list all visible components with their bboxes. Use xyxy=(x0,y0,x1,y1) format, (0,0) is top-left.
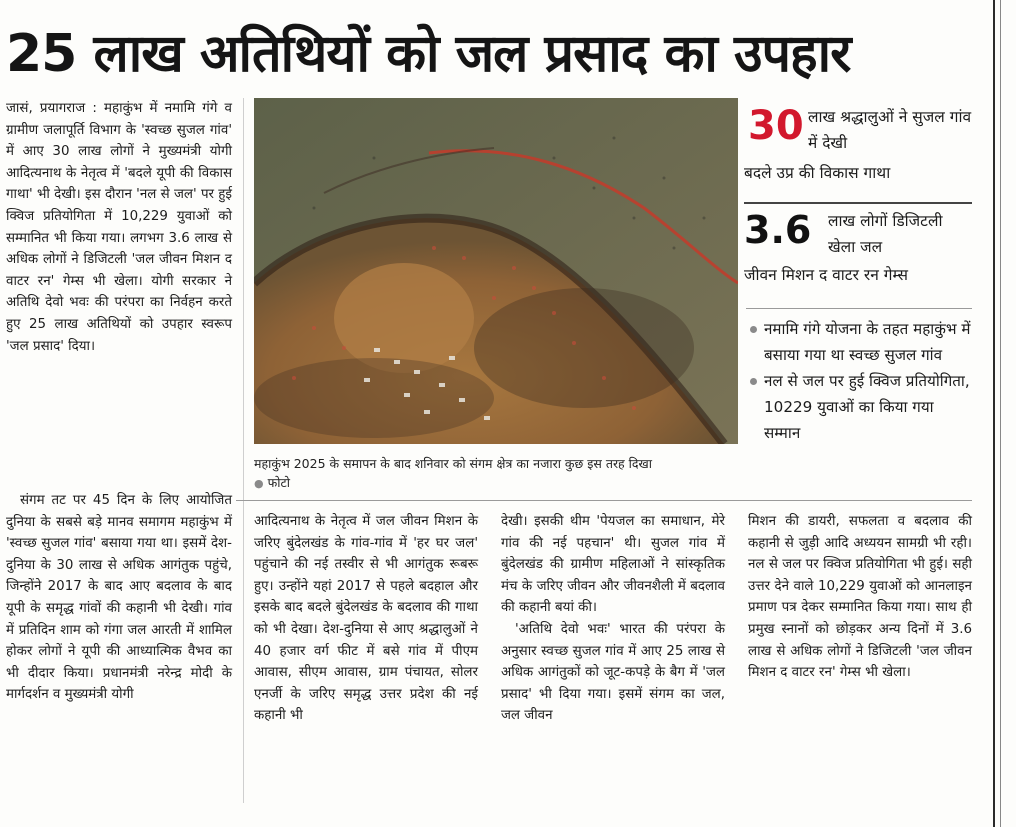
page-border xyxy=(993,0,995,827)
list-item: नमामि गंगे योजना के तहत महाकुंभ में बसाया गया था स्वच्छ सुजल गांव xyxy=(748,316,974,368)
stat-number: 3.6 xyxy=(744,208,812,252)
stat-divider xyxy=(746,308,972,309)
aerial-photo xyxy=(254,98,738,444)
stat-tail: जीवन मिशन द वाटर रन गेम्स xyxy=(744,266,908,284)
paragraph: आदित्यनाथ के नेतृत्व में जल जीवन मिशन के जरिए बुंदेलखंड के गांव-गांव में 'हर घर जल' पहुंचाने की नई तस्वीर से भी आगंतुक रूबरू हुए। उन्होंने यहां 2017 से पहले बदहाल और इसके बाद बदले बुंदेलखंड के बदलाव की गाथा को भी देखा। देश-दुनिया से आए श्रद्धालुओं ने 40 हजार वर्ग फीट में बसे गांव में पीएम आवास, सीएम आवास, ग्राम पंचायत, सोलर एनर्जी के जरिए समृद्ध उत्तर प्रदेश की नई कहानी भी xyxy=(254,514,478,724)
paragraph: मिशन की डायरी, सफलता व बदलाव की कहानी से जुड़ी आदि अध्ययन सामग्री भी रही। नल से जल पर क्विज प्रतियोगिता भी हुई। सही उत्तर देने वाले 10,229 युवाओं को आनलाइन प्रमाण पत्र देकर सम्मानित किया गया। साथ ही प्रमुख स्नानों को छोड़कर अन्य दिनों में 3.6 लाख से अधिक लोगों ने डिजिटली 'जल जीवन मिशन द वाटर रन' गेम्स भी खेला। xyxy=(748,514,972,681)
photo-caption xyxy=(254,454,738,493)
highlight-bullets xyxy=(748,316,974,446)
stat-box-3-6 xyxy=(744,204,974,296)
body-column-3 xyxy=(501,511,725,727)
body-column-4 xyxy=(748,511,972,684)
stat-text: लाख लोगों डिजिटली खेला जल xyxy=(828,212,943,256)
lead-paragraph xyxy=(6,98,232,357)
page-border xyxy=(1000,0,1001,827)
section-divider xyxy=(236,500,972,501)
stat-number: 30 xyxy=(748,103,804,149)
stat-text: लाख श्रद्धालुओं ने सुजल गांव में देखी xyxy=(808,108,972,152)
photo-credit: फोटो xyxy=(267,475,291,490)
list-item: नल से जल पर हुई क्विज प्रतियोगिता, 10229 युवाओं का किया गया सम्मान xyxy=(748,368,974,446)
bullet-dot-icon: ● xyxy=(254,477,264,490)
stat-tail: बदले उप्र की विकास गाथा xyxy=(744,164,891,182)
paragraph: 'अतिथि देवो भवः' भारत की परंपरा के अनुसार स्वच्छ सुजल गांव में आए 25 लाख से अधिक आगंतुकों को जूट-कपड़े के बैग में 'जल प्रसाद' भी दिया गया। इसमें संगम का जल, जल जीवन xyxy=(501,621,725,724)
paragraph: देखी। इसकी थीम 'पेयजल का समाधान, मेरे गांव की नई पहचान' थी। सुजल गांव में बुंदेलखंड की ग्रामीण महिलाओं ने सांस्कृतिक मंच के जरिए जीवन और जीवनशैली में बदलाव की कहानी बयां की। xyxy=(501,514,725,616)
sangam-aerial-image xyxy=(254,98,738,444)
body-column-2 xyxy=(254,511,478,727)
stat-box-30 xyxy=(744,98,974,198)
caption-text: महाकुंभ 2025 के समापन के बाद शनिवार को संगम क्षेत्र का नजारा कुछ इस तरह दिखा xyxy=(254,456,653,471)
column-divider xyxy=(243,98,244,803)
headline: 25 लाख अतिथियों को जल प्रसाद का उपहार xyxy=(6,24,851,84)
lead-text: जासं, प्रयागराज : महाकुंभ में नमामि गंगे व ग्रामीण जलापूर्ति विभाग के 'स्वच्छ सुजल गांव' में आए 30 लाख लोगों ने मुख्यमंत्री योगी आदित्यनाथ के नेतृत्व में 'बदले यूपी की विकास गाथा' भी देखी। इस दौरान 'नल से जल' पर हुई क्विज प्रतियोगिता में 10,229 युवाओं को सम्मानित भी किया गया। लगभग 3.6 लाख से अधिक लोगों ने डिजिटली 'जल जीवन मिशन द वाटर रन' गेम्स भी खेला। योगी सरकार ने अतिथि देवो भवः की परंपरा का निर्वहन करते हुए 25 लाख अतिथियों को उपहार स्वरूप 'जल प्रसाद' दिया। xyxy=(6,101,232,354)
body-column-1 xyxy=(6,490,232,706)
paragraph: संगम तट पर 45 दिन के लिए आयोजित दुनिया के सबसे बड़े मानव समागम महाकुंभ में 'स्वच्छ सुजल गांव' बसाया गया था। इसमें देश-दुनिया के 30 लाख से अधिक आगंतुक पहुंचे, जिन्होंने 2017 के बाद आए बदलाव के बाद यूपी के समृद्ध गांवों की कहानी भी देखी। गांव में प्रतिदिन शाम को गंगा जल आरती में शामिल होकर लोगों ने यूपी की आध्यात्मिक वैभव का भी दीदार किया। प्रधानमंत्री नरेन्द्र मोदी के मार्गदर्शन व मुख्यमंत्री योगी xyxy=(6,493,232,703)
